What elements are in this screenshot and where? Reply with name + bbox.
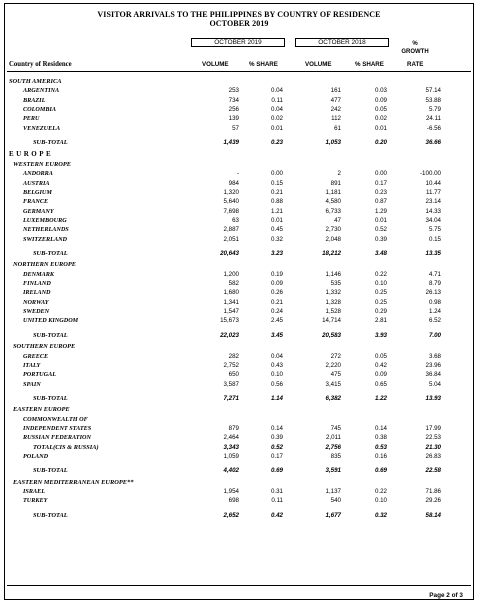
volume-2018-cell: 3,591 xyxy=(325,467,341,475)
share-2019-cell: 0.45 xyxy=(270,226,283,234)
table-row xyxy=(5,316,473,325)
volume-2019-cell: 2,887 xyxy=(223,226,239,234)
row-label: SOUTH AMERICA xyxy=(9,78,62,85)
volume-2019-cell: 63 xyxy=(232,216,239,224)
volume-2019-cell: 7,271 xyxy=(223,394,239,402)
share-2019-cell: 0.17 xyxy=(270,453,283,460)
share-2018-cell: 0.10 xyxy=(374,280,387,287)
volume-2019-cell: 15,673 xyxy=(220,317,239,325)
share-2019-cell: 0.56 xyxy=(270,380,283,388)
share-2019-cell: 0.04 xyxy=(270,87,283,95)
table-row xyxy=(5,487,473,496)
growth-rate-cell: -100.00 xyxy=(420,170,441,178)
share-2018-cell: 0.23 xyxy=(374,188,387,196)
share-2018-cell: 0.10 xyxy=(374,497,387,505)
volume-2019-cell: 734 xyxy=(228,96,239,104)
volume-2018-cell: 477 xyxy=(330,96,341,104)
row-label: COMMONWEALTH OF xyxy=(23,415,88,423)
row-label: PERU xyxy=(23,115,40,123)
growth-rate-cell: 4.71 xyxy=(428,270,441,278)
share-2018-cell: 0.53 xyxy=(374,443,387,451)
share-2019-cell: 0.39 xyxy=(270,434,283,442)
share-2018-cell: 0.38 xyxy=(374,434,387,442)
share-2018-cell: 0.22 xyxy=(374,488,387,495)
share-2018-cell: 2.81 xyxy=(374,317,387,325)
share-2019-cell: 0.21 xyxy=(270,188,283,196)
report-period: OCTOBER 2019 xyxy=(209,19,269,28)
table-row xyxy=(5,361,473,370)
share-2018-cell: 0.01 xyxy=(374,124,387,132)
subregion-row xyxy=(5,405,473,414)
growth-rate-cell: 23.14 xyxy=(425,198,441,206)
share-2019-cell: 0.02 xyxy=(270,115,283,123)
volume-2019-cell: 282 xyxy=(228,352,239,360)
volume-2019-cell: 5,640 xyxy=(223,198,239,206)
share-2019-cell: 0.11 xyxy=(271,96,283,104)
volume-2019-cell: 984 xyxy=(228,179,239,187)
row-label: BRAZIL xyxy=(23,96,46,104)
volume-2019-cell: 139 xyxy=(228,115,239,123)
table-row xyxy=(5,207,473,216)
table-row xyxy=(5,124,473,133)
row-label: POLAND xyxy=(23,453,49,460)
share-2018-cell: 0.52 xyxy=(374,226,387,234)
volume-2019-cell: 3,587 xyxy=(223,380,239,388)
row-label: ARGENTINA xyxy=(23,87,60,95)
row-label: NORTHERN EUROPE xyxy=(13,261,77,269)
volume-2019-cell: 698 xyxy=(228,497,239,505)
share-2019-cell: 0.32 xyxy=(270,235,283,243)
table-row xyxy=(5,288,473,297)
table-row xyxy=(5,380,473,389)
growth-label: GROWTH xyxy=(401,49,429,55)
row-label: WESTERN EUROPE xyxy=(13,160,72,168)
share-2018-cell: 0.17 xyxy=(374,179,387,187)
row-label: RUSSIAN FEDERATION xyxy=(23,434,91,442)
row-label: VENEZUELA xyxy=(23,124,61,132)
row-label: PORTUGAL xyxy=(23,371,56,379)
share-2018-cell: 3.48 xyxy=(374,249,387,257)
volume-2019-cell: 1,200 xyxy=(223,270,239,278)
row-label: DENMARK xyxy=(23,270,54,278)
share-2019-cell: 0.00 xyxy=(270,170,283,178)
share-2019-cell: 0.11 xyxy=(271,497,283,505)
page-number: Page 2 of 3 xyxy=(429,592,463,599)
row-label: SUB-TOTAL xyxy=(33,331,68,339)
volume-2018-cell: 745 xyxy=(330,424,341,432)
growth-rate-cell: 1.24 xyxy=(428,308,441,316)
share-2019-cell: 1.21 xyxy=(270,207,283,215)
growth-rate-cell: 22.53 xyxy=(425,434,441,442)
row-label: AUSTRIA xyxy=(23,179,50,187)
row-label: SUB-TOTAL xyxy=(33,511,68,519)
table-row xyxy=(5,496,473,505)
growth-rate-cell: 36.66 xyxy=(425,139,441,147)
volume-2018-cell: 2,756 xyxy=(325,443,341,451)
growth-rate-cell: 26.83 xyxy=(425,453,441,460)
share-2019-cell: 0.10 xyxy=(270,371,283,379)
row-label: SUB-TOTAL xyxy=(33,249,68,257)
volume-2018-cell: 535 xyxy=(330,280,341,287)
volume-2019-cell: - xyxy=(236,170,239,178)
volume-2019-cell: 1,341 xyxy=(223,298,239,306)
volume-2018-cell: 2,048 xyxy=(325,235,341,243)
growth-rate-cell: 13.93 xyxy=(425,394,441,402)
volume-2019-cell: 1,320 xyxy=(223,188,239,196)
growth-rate-cell: -6.56 xyxy=(426,124,441,132)
share-2019-cell: 0.15 xyxy=(270,179,283,187)
volume-2019-cell: 253 xyxy=(228,87,239,95)
growth-rate-cell: 5.75 xyxy=(428,226,441,234)
volume-2019-cell: 1,680 xyxy=(223,289,239,297)
growth-rate-cell: 14.33 xyxy=(425,207,441,215)
share-2018-cell: 3.93 xyxy=(374,331,387,339)
growth-rate-cell: 7.00 xyxy=(428,331,441,339)
volume-2018-cell: 891 xyxy=(330,179,341,187)
share-2018-cell: 0.09 xyxy=(374,371,387,379)
growth-rate-cell: 3.68 xyxy=(428,352,441,360)
col-growth-header: RATE xyxy=(407,61,424,68)
growth-rate-cell: 24.11 xyxy=(425,115,441,123)
share-2019-cell: 0.04 xyxy=(270,106,283,113)
volume-2019-cell: 57 xyxy=(232,124,239,132)
row-label: COLOMBIA xyxy=(23,106,57,113)
table-row xyxy=(5,307,473,316)
share-2019-cell: 0.14 xyxy=(270,424,283,432)
region-row xyxy=(5,77,473,86)
volume-2018-cell: 1,528 xyxy=(325,308,341,316)
volume-2018-cell: 20,583 xyxy=(322,331,341,339)
row-label: NETHERLANDS xyxy=(23,226,69,234)
row-label: SPAIN xyxy=(23,380,41,388)
growth-percent-sign: % xyxy=(412,41,418,47)
row-label: SOUTHERN EUROPE xyxy=(13,343,76,351)
volume-2019-cell: 879 xyxy=(228,424,239,432)
volume-2018-cell: 272 xyxy=(330,352,341,360)
share-2018-cell: 0.42 xyxy=(374,361,387,369)
share-2018-cell: 0.05 xyxy=(374,352,387,360)
share-2018-cell: 0.25 xyxy=(374,298,387,306)
table-row xyxy=(5,216,473,225)
row-label: FINLAND xyxy=(23,280,51,287)
share-2018-cell: 0.05 xyxy=(374,106,387,113)
share-2019-cell: 0.26 xyxy=(270,289,283,297)
share-2018-cell: 0.69 xyxy=(374,467,387,475)
growth-rate-cell: 6.52 xyxy=(428,317,441,325)
volume-2019-cell: 2,652 xyxy=(223,511,239,519)
growth-rate-cell: 23.96 xyxy=(425,361,441,369)
share-2019-cell: 0.43 xyxy=(270,361,283,369)
row-label: EUROPE xyxy=(9,150,54,159)
share-2018-cell: 0.09 xyxy=(374,96,387,104)
share-2018-cell: 1.29 xyxy=(374,207,387,215)
bottom-rule xyxy=(7,585,471,586)
share-2019-cell: 0.69 xyxy=(270,467,283,475)
col-share-2019-header: % SHARE xyxy=(249,61,278,68)
share-2018-cell: 0.20 xyxy=(374,139,387,147)
table-row xyxy=(5,179,473,188)
volume-2019-cell: 2,752 xyxy=(223,361,239,369)
growth-rate-cell: 0.98 xyxy=(428,298,441,306)
period-2019-header: OCTOBER 2019 xyxy=(191,38,285,47)
share-2018-cell: 0.32 xyxy=(374,511,387,519)
share-2018-cell: 0.16 xyxy=(374,453,387,460)
table-row xyxy=(5,424,473,433)
volume-2019-cell: 650 xyxy=(228,371,239,379)
growth-rate-cell: 71.86 xyxy=(425,488,441,495)
share-2018-cell: 0.39 xyxy=(374,235,387,243)
share-2019-cell: 0.23 xyxy=(270,139,283,147)
table-row xyxy=(5,235,473,244)
subtotal-row xyxy=(5,466,473,475)
volume-2018-cell: 2,730 xyxy=(325,226,341,234)
table-row xyxy=(5,96,473,105)
table-row xyxy=(5,188,473,197)
subregion-row xyxy=(5,260,473,269)
volume-2019-cell: 1,547 xyxy=(223,308,239,316)
share-2019-cell: 0.04 xyxy=(270,352,283,360)
volume-2018-cell: 1,181 xyxy=(325,188,341,196)
growth-rate-cell: 57.14 xyxy=(425,87,441,95)
row-label: SUB-TOTAL xyxy=(33,467,68,475)
share-2018-cell: 0.01 xyxy=(374,216,387,224)
share-2018-cell: 0.22 xyxy=(374,270,387,278)
volume-2018-cell: 14,714 xyxy=(322,317,341,325)
growth-rate-cell: 13.35 xyxy=(425,249,441,257)
volume-2018-cell: 61 xyxy=(334,124,341,132)
row-label: LUXEMBOURG xyxy=(23,216,67,224)
row-label: FRANCE xyxy=(23,198,49,206)
row-label: IRELAND xyxy=(23,289,51,297)
share-2019-cell: 1.14 xyxy=(270,394,283,402)
share-2018-cell: 0.65 xyxy=(374,380,387,388)
volume-2019-cell: 7,698 xyxy=(223,207,239,215)
volume-2018-cell: 1,332 xyxy=(325,289,341,297)
share-2019-cell: 0.01 xyxy=(270,216,283,224)
report-title: VISITOR ARRIVALS TO THE PHILIPPINES BY COUNTRY OF RESIDENCE xyxy=(97,10,381,19)
volume-2018-cell: 540 xyxy=(330,497,341,505)
table-row xyxy=(5,433,473,442)
volume-2018-cell: 6,382 xyxy=(325,394,341,402)
share-2019-cell: 0.19 xyxy=(270,270,283,278)
share-2018-cell: 0.25 xyxy=(374,289,387,297)
share-2018-cell: 1.22 xyxy=(374,394,387,402)
share-2019-cell: 0.88 xyxy=(270,198,283,206)
volume-2018-cell: 1,146 xyxy=(325,270,341,278)
row-label: NORWAY xyxy=(23,298,49,306)
volume-2019-cell: 1,954 xyxy=(223,488,239,495)
row-label: TOTAL(CIS & RUSSIA) xyxy=(33,443,99,451)
subtotal-row xyxy=(5,249,473,258)
volume-2018-cell: 2,011 xyxy=(325,434,341,442)
subtotal-row xyxy=(5,394,473,403)
row-label: SUB-TOTAL xyxy=(33,394,68,402)
subtotal-row xyxy=(5,443,473,452)
volume-2019-cell: 2,464 xyxy=(223,434,239,442)
table-row xyxy=(5,105,473,114)
row-label: INDEPENDENT STATES xyxy=(23,424,92,432)
row-label: SUB-TOTAL xyxy=(33,139,68,147)
volume-2018-cell: 18,212 xyxy=(322,249,341,257)
row-label: ITALY xyxy=(23,361,41,369)
volume-2018-cell: 242 xyxy=(330,106,341,113)
share-2019-cell: 0.31 xyxy=(270,488,283,495)
volume-2018-cell: 47 xyxy=(334,216,341,224)
row-label: ANDORRA xyxy=(23,170,53,178)
table-row xyxy=(5,279,473,288)
growth-rate-cell: 53.88 xyxy=(425,96,441,104)
table-row xyxy=(5,86,473,95)
table-row xyxy=(5,415,473,424)
subregion-row xyxy=(5,160,473,169)
growth-rate-cell: 17.99 xyxy=(425,424,441,432)
volume-2019-cell: 582 xyxy=(228,280,239,287)
volume-2018-cell: 2,220 xyxy=(325,361,341,369)
volume-2018-cell: 3,415 xyxy=(325,380,341,388)
share-2018-cell: 0.29 xyxy=(374,308,387,316)
volume-2018-cell: 2 xyxy=(337,170,341,178)
growth-rate-cell: 22.58 xyxy=(425,467,441,475)
share-2018-cell: 0.02 xyxy=(374,115,387,123)
row-label: GERMANY xyxy=(23,207,54,215)
volume-2018-cell: 835 xyxy=(330,453,341,460)
volume-2018-cell: 1,053 xyxy=(325,139,341,147)
growth-header xyxy=(393,40,437,56)
volume-2018-cell: 4,580 xyxy=(325,198,341,206)
volume-2018-cell: 112 xyxy=(331,115,341,123)
volume-2019-cell: 256 xyxy=(228,106,239,113)
row-label: SWEDEN xyxy=(23,308,50,316)
volume-2019-cell: 1,059 xyxy=(223,453,239,460)
share-2019-cell: 0.09 xyxy=(270,280,283,287)
growth-rate-cell: 26.13 xyxy=(425,289,441,297)
row-label: UNITED KINGDOM xyxy=(23,317,79,325)
growth-rate-cell: 36.84 xyxy=(425,371,441,379)
volume-2019-cell: 22,023 xyxy=(220,331,239,339)
row-label: TURKEY xyxy=(23,497,48,505)
share-2019-cell: 0.42 xyxy=(270,511,283,519)
volume-2019-cell: 1,439 xyxy=(223,139,239,147)
growth-rate-cell: 5.79 xyxy=(428,106,441,113)
growth-rate-cell: 34.04 xyxy=(425,216,441,224)
growth-rate-cell: 58.14 xyxy=(425,511,441,519)
col-volume-2018-header: VOLUME xyxy=(305,61,332,68)
row-label: ISRAEL xyxy=(23,488,46,495)
share-2018-cell: 0.00 xyxy=(374,170,387,178)
growth-rate-cell: 10.44 xyxy=(425,179,441,187)
col-share-2018-header: % SHARE xyxy=(355,61,384,68)
table-row xyxy=(5,370,473,379)
table-row xyxy=(5,270,473,279)
subtotal-row xyxy=(5,331,473,340)
share-2019-cell: 2.45 xyxy=(270,317,283,325)
volume-2018-cell: 475 xyxy=(330,371,341,379)
volume-2019-cell: 2,051 xyxy=(223,235,239,243)
row-label: BELGIUM xyxy=(23,188,52,196)
table-row xyxy=(5,225,473,234)
share-2019-cell: 0.01 xyxy=(270,124,283,132)
volume-2018-cell: 6,733 xyxy=(325,207,341,215)
subregion-row xyxy=(5,478,473,487)
table-row xyxy=(5,197,473,206)
row-label: EASTERN EUROPE xyxy=(13,406,70,414)
header-rule xyxy=(7,71,471,72)
share-2019-cell: 3.45 xyxy=(270,331,283,339)
row-label: GREECE xyxy=(23,352,49,360)
col-volume-2019-header: VOLUME xyxy=(202,61,229,68)
growth-rate-cell: 5.04 xyxy=(428,380,441,388)
share-2019-cell: 0.21 xyxy=(270,298,283,306)
volume-2019-cell: 4,402 xyxy=(223,467,239,475)
share-2018-cell: 0.03 xyxy=(374,87,387,95)
report-page xyxy=(4,3,474,600)
table-row xyxy=(5,114,473,123)
growth-rate-cell: 0.15 xyxy=(428,235,441,243)
period-2018-header: OCTOBER 2018 xyxy=(295,38,389,47)
share-2019-cell: 3.23 xyxy=(270,249,283,257)
row-label: SWITZERLAND xyxy=(23,235,68,243)
share-2018-cell: 0.14 xyxy=(374,424,387,432)
volume-2018-cell: 1,328 xyxy=(325,298,341,306)
volume-2018-cell: 1,137 xyxy=(325,488,341,495)
volume-2019-cell: 20,643 xyxy=(220,249,239,257)
share-2019-cell: 0.24 xyxy=(270,308,283,316)
col-country-header: Country of Residence xyxy=(9,61,72,68)
europe-row xyxy=(5,150,473,159)
subregion-row xyxy=(5,342,473,351)
growth-rate-cell: 29.26 xyxy=(425,497,441,505)
row-label: EASTERN MEDITERRANEAN EUROPE** xyxy=(13,478,134,486)
share-2019-cell: 0.52 xyxy=(270,443,283,451)
volume-2018-cell: 1,677 xyxy=(325,511,341,519)
growth-rate-cell: 11.77 xyxy=(425,188,441,196)
subtotal-row xyxy=(5,511,473,520)
subtotal-row xyxy=(5,138,473,147)
volume-2019-cell: 3,343 xyxy=(223,443,239,451)
table-row xyxy=(5,169,473,178)
volume-2018-cell: 161 xyxy=(330,87,341,95)
table-row xyxy=(5,452,473,461)
growth-rate-cell: 21.30 xyxy=(425,443,441,451)
growth-rate-cell: 8.79 xyxy=(428,280,441,287)
share-2018-cell: 0.87 xyxy=(374,198,387,206)
table-row xyxy=(5,298,473,307)
table-row xyxy=(5,352,473,361)
